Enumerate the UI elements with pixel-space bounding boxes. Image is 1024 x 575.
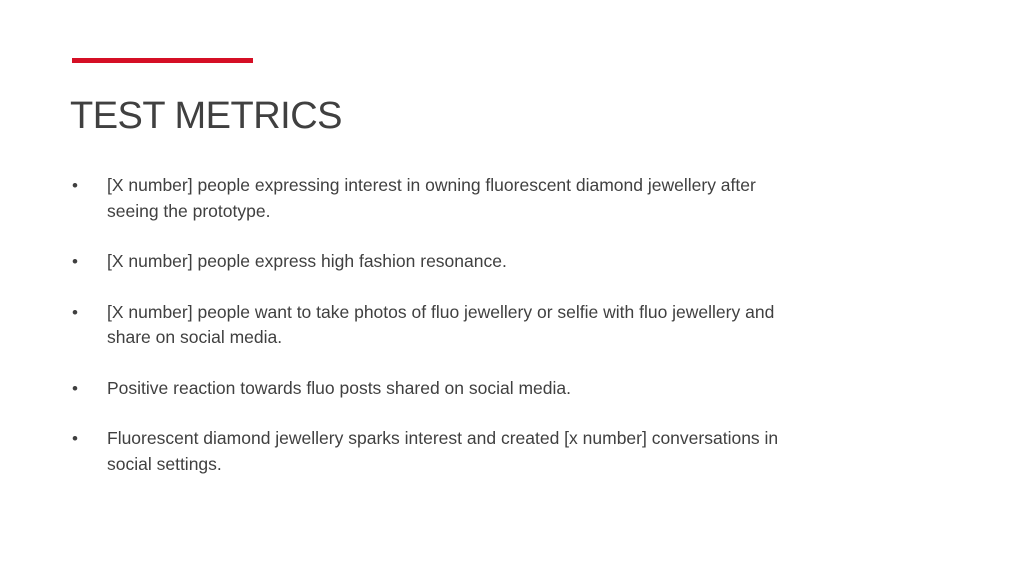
bullet-item [72, 376, 792, 402]
bullet-dot-icon: • [72, 252, 78, 271]
bullet-item [72, 173, 792, 224]
title-accent-bar [72, 58, 253, 63]
bullet-text: [X number] people expressing interest in owning fluorescent diamond jewellery after seeing the prototype. [107, 175, 756, 221]
bullet-text: Fluorescent diamond jewellery sparks interest and created [x number] conversations in social settings. [107, 428, 779, 474]
slide-title: TEST METRICS [70, 95, 342, 137]
bullet-dot-icon: • [72, 176, 78, 195]
bullet-dot-icon: • [72, 429, 78, 448]
bullet-text: [X number] people want to take photos of fluo jewellery or selfie with fluo jewellery and share on social media. [107, 301, 775, 347]
bullet-list [72, 173, 792, 502]
bullet-item [72, 300, 792, 351]
bullet-dot-icon: • [72, 302, 78, 322]
bullet-item [72, 426, 792, 477]
bullet-text: [X number] people express high fashion resonance. [107, 251, 507, 271]
bullet-item [72, 249, 792, 275]
bullet-text: Positive reaction towards fluo posts shared on social media. [107, 377, 571, 398]
bullet-dot-icon: • [72, 378, 78, 398]
